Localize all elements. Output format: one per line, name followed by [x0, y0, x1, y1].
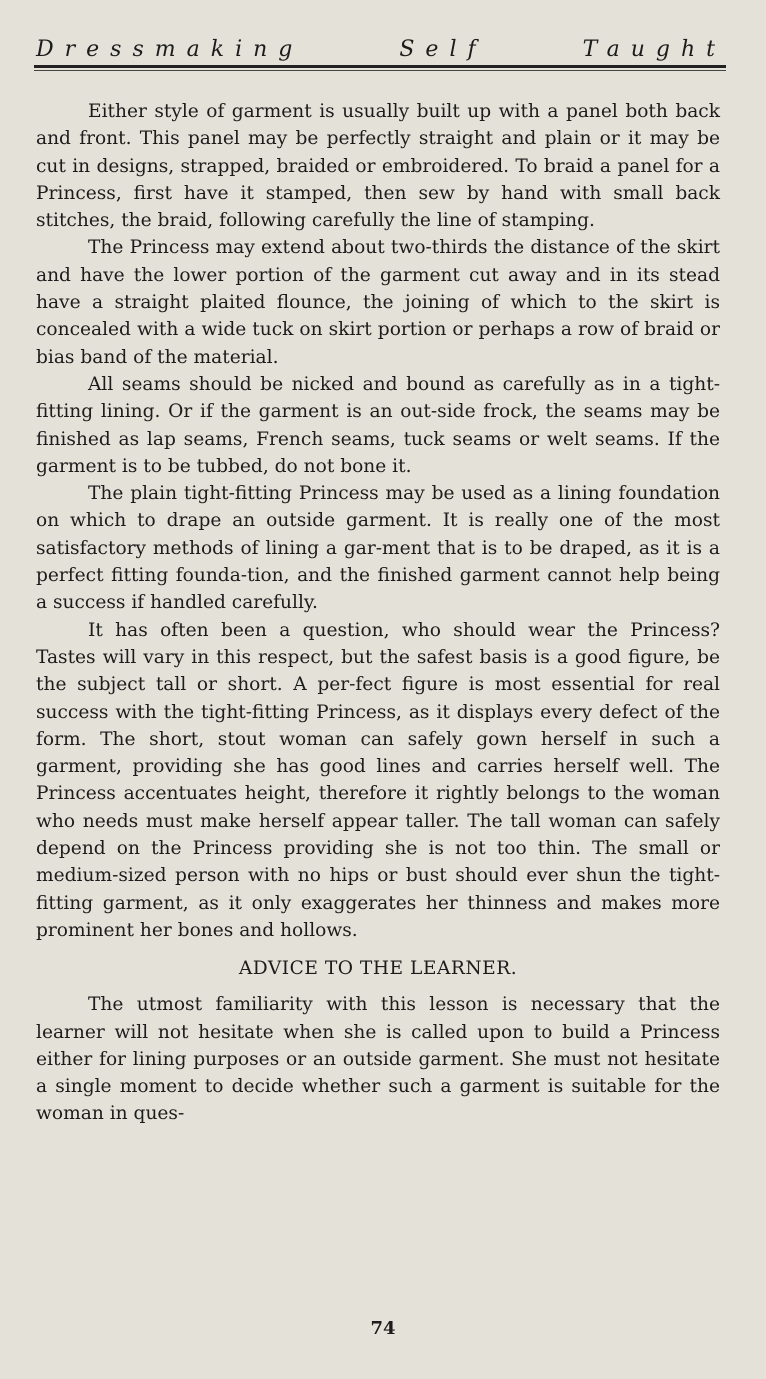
running-head-word-3: Taught: [582, 36, 726, 62]
paragraph: It has often been a question, who should wear the Princess? Tastes will vary in this respect, but the safest basis is a good figure, be the subject tall or short. A per-fect figure is most essential for real success with the tight-fitting Princess, as it displays every defect of the form. The short, stout woman can safely gown herself in such a garment, providing she has good lines and carries herself well. The Princess accentuates height, therefore it rightly belongs to the woman who needs must make herself appear taller. The tall woman can safely depend on the Princess providing she is not too thin. The small or medium-sized person with no hips or bust should ever shun the tight-fitting garment, as it only exaggerates her thinness and makes more prominent her bones and hollows.: [36, 619, 720, 941]
running-head-word-1: Dressmaking: [36, 36, 304, 62]
page-number: 74: [370, 1318, 396, 1339]
running-head: [36, 34, 726, 64]
paragraph: All seams should be nicked and bound as carefully as in a tight-fitting lining. Or if the garment is an out-side frock, the seams may be finished as lap seams, French seams, tuck seams or welt seams. If the garment is to be tubbed, do not bone it.: [36, 373, 720, 477]
section-heading: ADVICE TO THE LEARNER.: [238, 958, 518, 980]
header-rule-thick: [34, 65, 726, 68]
paragraph: The plain tight-fitting Princess may be used as a lining foundation on which to drape an outside garment. It is really one of the most satisfactory methods of lining a gar-ment that is to be draped, as it is a perfect fitting founda-tion, and the finished garment cannot help being a success if handled carefully.: [36, 483, 720, 614]
body-text: [36, 98, 720, 1128]
paragraph: The utmost familiarity with this lesson is necessary that the learner will not hesitate when she is called upon to build a Princess either for lining purposes or an outside garment. She must not hesitate a single moment to decide whether such a garment is suitable for the woman in ques-: [36, 994, 720, 1125]
header-rule-thin: [34, 70, 726, 71]
paragraph: The Princess may extend about two-thirds the distance of the skirt and have the lower portion of the garment cut away and in its stead have a straight plaited flounce, the joining of which to the skirt is concealed with a wide tuck on skirt portion or perhaps a row of braid or bias band of the material.: [36, 237, 720, 368]
running-head-word-2: Self: [399, 36, 487, 62]
paragraph: Either style of garment is usually built up with a panel both back and front. This panel may be perfectly straight and plain or it may be cut in designs, strapped, braided or embroidered. To braid a panel for a Princess, first have it stamped, then sew by hand with small back stitches, the braid, following carefully the line of stamping.: [36, 101, 720, 232]
